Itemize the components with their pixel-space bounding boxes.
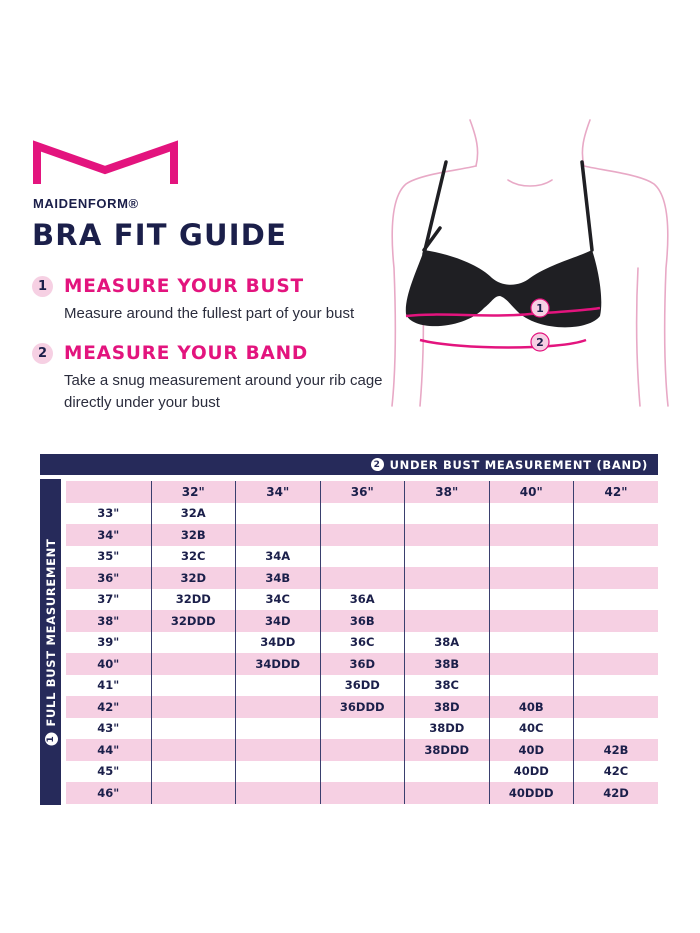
illustration-marker-2: 2 [536, 336, 544, 349]
bra-size-cell [151, 696, 236, 718]
table-row [66, 761, 658, 783]
bra-size-cell [574, 567, 659, 589]
step-title: MEASURE YOUR BUST [64, 276, 304, 297]
bra-size-cell [236, 739, 321, 761]
bra-size-cell [320, 739, 405, 761]
torso-bra-icon [380, 118, 680, 408]
bra-size-cell [151, 718, 236, 740]
step-measure-bust [32, 276, 404, 325]
bra-size-cell: 34C [236, 589, 321, 611]
bra-size-cell: 42C [574, 761, 659, 783]
header-number-badge: 1 [44, 733, 57, 746]
bra-size-cell [405, 524, 490, 546]
bra-size-cell [151, 739, 236, 761]
bra-size-cell: 40DD [489, 761, 574, 783]
bra-size-cell: 32DD [151, 589, 236, 611]
bra-size-cell: 34DD [236, 632, 321, 654]
table-row [66, 524, 658, 546]
bust-size-label: 44" [66, 739, 151, 761]
bra-size-cell [236, 718, 321, 740]
bra-size-cell [405, 589, 490, 611]
bra-size-cell [574, 610, 659, 632]
bra-size-cell [320, 761, 405, 783]
table-corner [66, 481, 151, 503]
bra-size-cell [405, 761, 490, 783]
bra-size-cell [574, 589, 659, 611]
step-number-badge: 2 [32, 343, 53, 364]
table-row [66, 589, 658, 611]
bra-size-cell: 38C [405, 675, 490, 697]
bra-size-cell [236, 503, 321, 525]
header-number-badge: 2 [371, 458, 384, 471]
band-measurement-header [40, 454, 658, 475]
page-title: BRA FIT GUIDE [32, 218, 288, 252]
bra-size-cell [489, 567, 574, 589]
bra-size-cell [574, 675, 659, 697]
bra-size-cell: 36C [320, 632, 405, 654]
bra-size-cell: 40DDD [489, 782, 574, 804]
bra-size-cell [574, 524, 659, 546]
bra-size-cell: 38DDD [405, 739, 490, 761]
step-description: Measure around the fullest part of your bust [64, 305, 355, 322]
bra-size-cell [236, 524, 321, 546]
bra-size-cell: 40D [489, 739, 574, 761]
bra-size-cell [151, 782, 236, 804]
bust-size-label: 41" [97, 678, 120, 693]
bra-size-cell [489, 524, 574, 546]
bust-size-label: 45" [97, 764, 120, 779]
bra-size-cell [405, 567, 490, 589]
step-number-badge: 1 [32, 276, 53, 297]
table-row [66, 739, 658, 761]
bra-size-cell: 32C [151, 546, 236, 568]
bra-size-cell: 36DD [320, 675, 405, 697]
bust-size-label: 43" [97, 721, 120, 736]
bra-size-cell [151, 632, 236, 654]
bust-size-label: 35" [97, 549, 120, 564]
step-title: MEASURE YOUR BAND [64, 343, 309, 364]
bust-size-label: 39" [97, 635, 120, 650]
bust-size-label: 36" [66, 567, 151, 589]
bra-size-cell: 42D [574, 782, 659, 804]
bra-size-cell: 36D [320, 653, 405, 675]
table-row [66, 653, 658, 675]
bust-measurement-header [40, 479, 61, 805]
band-header-label: UNDER BUST MEASUREMENT (BAND) [389, 457, 648, 472]
bra-size-cell [151, 675, 236, 697]
table-row [66, 782, 658, 804]
bra-size-cell: 32D [151, 567, 236, 589]
bra-size-cell [574, 546, 659, 568]
bra-size-cell [489, 653, 574, 675]
bra-size-cell [489, 675, 574, 697]
table-row [66, 610, 658, 632]
bra-size-cell: 32DDD [151, 610, 236, 632]
brand-logo [33, 140, 178, 211]
bust-size-label: 40" [66, 653, 151, 675]
bra-size-cell [574, 503, 659, 525]
bra-size-cell [320, 546, 405, 568]
bra-size-cell: 36A [320, 589, 405, 611]
bra-size-cell [236, 696, 321, 718]
bra-size-cell: 42B [574, 739, 659, 761]
bra-measurement-illustration [380, 118, 680, 408]
maidenform-m-logo-icon [33, 140, 178, 188]
table-row [66, 503, 658, 525]
bra-size-cell [489, 546, 574, 568]
bust-size-label: 42" [66, 696, 151, 718]
bra-size-cell [151, 761, 236, 783]
bra-size-cell [320, 524, 405, 546]
bra-size-cell: 40B [489, 696, 574, 718]
bra-size-cell [574, 718, 659, 740]
bra-size-cell [320, 782, 405, 804]
bra-size-cell: 36DDD [320, 696, 405, 718]
bra-size-cell [574, 632, 659, 654]
bust-size-label: 46" [66, 782, 151, 804]
bust-size-label: 37" [97, 592, 120, 607]
bra-size-cell [489, 589, 574, 611]
bra-size-cell [236, 761, 321, 783]
illustration-marker-1: 1 [536, 302, 544, 315]
table-row [66, 675, 658, 697]
bust-size-label: 38" [66, 610, 151, 632]
bra-size-cell: 38D [405, 696, 490, 718]
bra-size-cell: 38DD [405, 718, 490, 740]
bra-size-cell: 40C [489, 718, 574, 740]
bra-size-cell [405, 546, 490, 568]
bra-size-cell: 32B [151, 524, 236, 546]
bra-size-cell [574, 696, 659, 718]
band-column-header: 34" [236, 481, 321, 503]
band-column-header: 36" [320, 481, 405, 503]
table-row [66, 696, 658, 718]
bra-size-cell: 34D [236, 610, 321, 632]
bra-size-cell [320, 567, 405, 589]
size-chart [40, 454, 658, 805]
bra-size-cell: 38A [405, 632, 490, 654]
bra-size-cell [489, 632, 574, 654]
bra-size-cell: 34DDD [236, 653, 321, 675]
step-description: Take a snug measurement around your rib cage directly under your bust [64, 372, 383, 411]
bra-size-cell [320, 718, 405, 740]
bust-size-label: 33" [97, 506, 120, 521]
bra-size-cell: 34B [236, 567, 321, 589]
bust-header-label: FULL BUST MEASUREMENT [43, 538, 58, 727]
bra-size-cell: 34A [236, 546, 321, 568]
bra-size-cell [574, 653, 659, 675]
table-row [66, 546, 658, 568]
bust-size-label: 34" [66, 524, 151, 546]
step-measure-band [32, 343, 404, 414]
band-column-header: 38" [405, 481, 490, 503]
bra-size-cell [405, 503, 490, 525]
bra-size-cell [405, 610, 490, 632]
bra-size-cell: 32A [151, 503, 236, 525]
table-row [66, 718, 658, 740]
table-row [66, 567, 658, 589]
bra-size-cell [151, 653, 236, 675]
bra-size-cell [489, 503, 574, 525]
bra-size-cell [320, 503, 405, 525]
band-column-header: 40" [489, 481, 574, 503]
table-row [66, 632, 658, 654]
brand-name: MAIDENFORM® [33, 196, 139, 211]
bra-size-cell [489, 610, 574, 632]
size-table [66, 481, 658, 804]
band-column-header: 32" [151, 481, 236, 503]
bra-size-cell [236, 675, 321, 697]
table-header-row [66, 481, 658, 503]
bra-size-cell: 38B [405, 653, 490, 675]
band-column-header: 42" [574, 481, 659, 503]
bra-size-cell [236, 782, 321, 804]
bra-size-cell: 36B [320, 610, 405, 632]
bra-size-cell [405, 782, 490, 804]
